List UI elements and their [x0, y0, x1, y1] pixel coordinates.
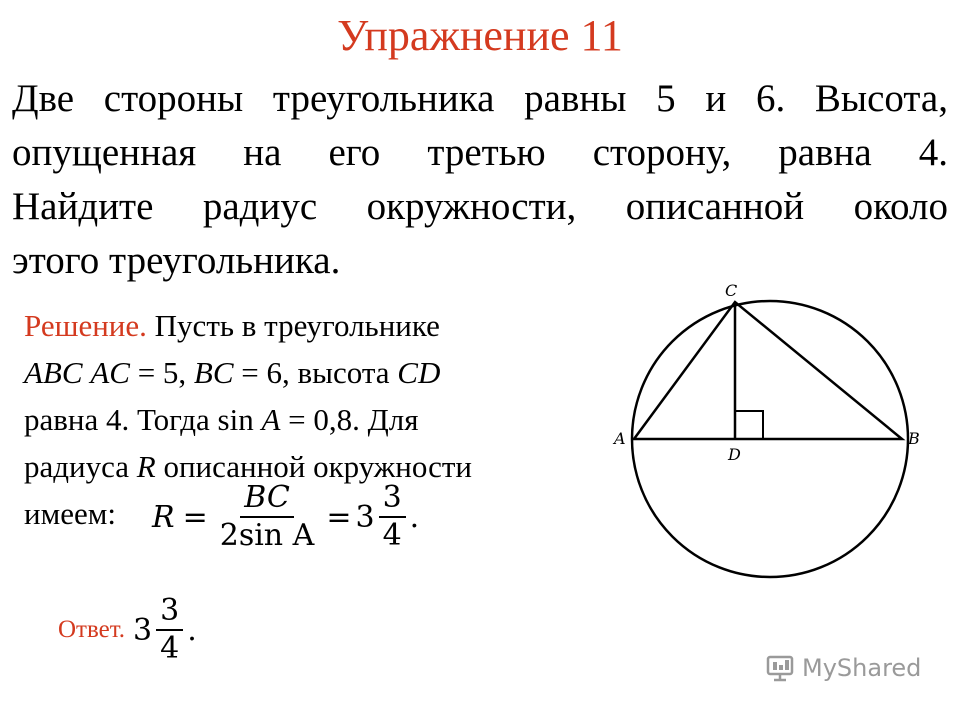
side-ac: AC — [90, 355, 130, 390]
answer-fraction-numerator: 3 — [156, 596, 183, 631]
answer-whole: 3 — [133, 612, 153, 648]
page-title: Упражнение 11 — [337, 11, 623, 60]
radius-formula — [148, 478, 419, 556]
height-cd: CD — [397, 355, 441, 390]
point-label-b: B — [908, 429, 920, 448]
formula-lhs: R — [152, 499, 175, 535]
geometry-diagram — [600, 272, 940, 582]
point-label-d: D — [728, 445, 741, 464]
radius-r: R — [136, 449, 156, 484]
answer-label: Ответ. — [58, 616, 126, 643]
solution-text-fragment: описанной окружности — [163, 449, 472, 484]
problem-statement — [12, 72, 948, 288]
answer-value — [133, 593, 197, 666]
problem-line: опущенная на его третью сторону, равна 4. — [12, 131, 948, 174]
formula-mixed-fraction — [379, 480, 406, 553]
triangle-name: ABC — [24, 355, 83, 390]
formula-whole: 3 — [355, 499, 375, 535]
right-angle-mark — [735, 411, 763, 439]
triangle-abc — [634, 302, 902, 439]
answer-fraction — [156, 593, 183, 666]
point-label-a: A — [614, 429, 626, 448]
solution-line — [24, 349, 584, 396]
problem-line: этого треугольника. — [12, 239, 341, 282]
presentation-icon — [766, 654, 796, 682]
angle-a: A — [261, 402, 281, 437]
formula-denominator: 2sin A — [219, 518, 315, 553]
solution-line — [24, 302, 584, 349]
answer-period: . — [187, 612, 197, 648]
answer-fraction-denominator: 4 — [160, 631, 180, 666]
solution-text-fragment: = 6, высота — [241, 355, 390, 390]
solution-text-fragment: Пусть в треугольнике — [154, 308, 440, 343]
watermark — [766, 654, 921, 682]
formula-fraction — [216, 480, 319, 553]
solution-text-fragment: = 0,8. Для — [288, 402, 419, 437]
solution-line — [24, 396, 584, 443]
problem-line: Две стороны треугольника равны 5 и 6. Высота, — [12, 77, 948, 120]
formula-period: . — [409, 499, 420, 535]
side-bc: BC — [193, 355, 234, 390]
solution-text-fragment: имеем: — [24, 496, 116, 531]
solution-label: Решение. — [24, 308, 147, 343]
watermark-text: MyShared — [802, 654, 922, 682]
solution-text-fragment: = 5, — [137, 355, 187, 390]
answer — [58, 590, 197, 670]
formula-fraction-denominator: 4 — [382, 518, 402, 553]
point-label-c: C — [725, 281, 738, 300]
solution-text-fragment: равна 4. Тогда sin — [24, 402, 254, 437]
formula-equals: = — [326, 499, 352, 535]
formula-numerator: BC — [240, 483, 294, 518]
formula-fraction-numerator: 3 — [379, 483, 406, 518]
formula-equals: = — [182, 499, 208, 535]
problem-line: Найдите радиус окружности, описанной около — [12, 185, 948, 228]
solution-text-fragment: радиуса — [24, 449, 130, 484]
